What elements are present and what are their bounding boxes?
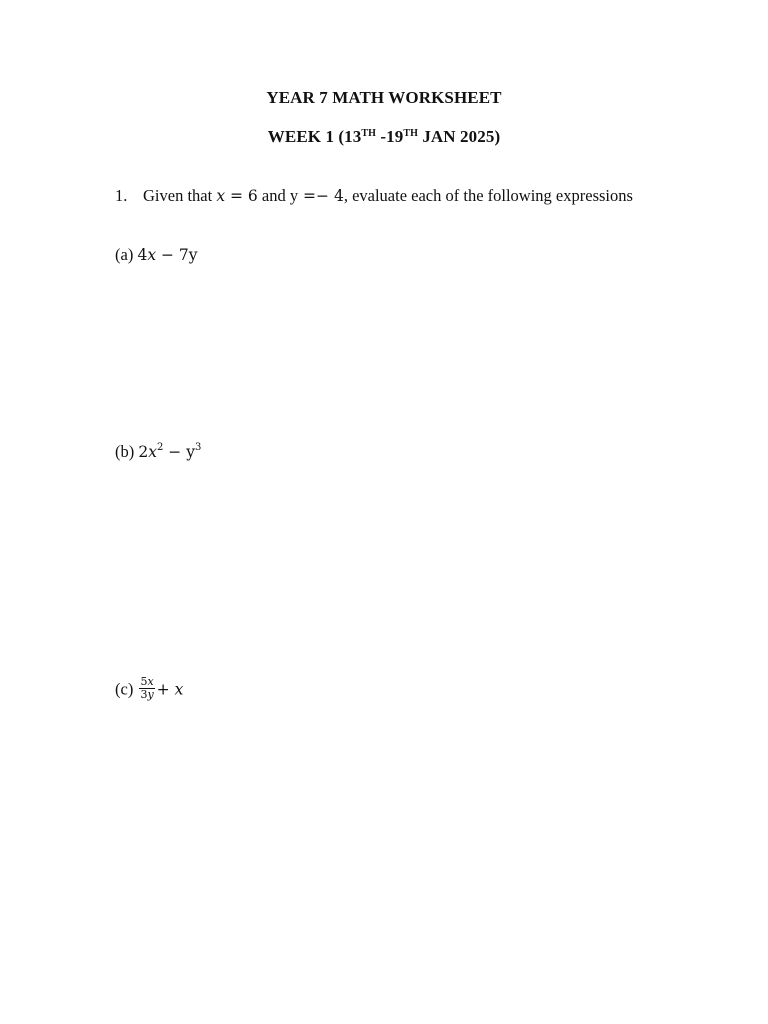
question-text	[143, 186, 663, 206]
week-suffix: JAN 2025)	[417, 127, 501, 146]
part-b-var1: x	[148, 443, 157, 461]
part-b-var2: y	[186, 443, 195, 461]
denominator-var: y	[147, 688, 154, 701]
numerator-coef: 5	[140, 675, 148, 688]
part-b-coef1: 2	[138, 443, 149, 461]
y-variable: y	[289, 186, 299, 205]
and-text: and	[257, 186, 290, 205]
part-b-operator: −	[163, 443, 187, 461]
part-c-label: (c)	[115, 679, 138, 699]
week-middle: -19	[376, 127, 404, 146]
x-value: = 6	[225, 187, 258, 205]
part-b-label: (b)	[115, 442, 139, 461]
part-a-coef2: 7	[178, 246, 189, 264]
y-value: =− 4	[298, 187, 344, 205]
week-end-suffix: TH	[403, 128, 418, 139]
worksheet-title: YEAR 7 MATH WORKSHEET	[266, 88, 502, 107]
part-c	[115, 675, 184, 703]
part-a-var1: x	[147, 246, 157, 264]
week-heading	[0, 127, 768, 147]
part-a-var2: y	[188, 246, 198, 264]
part-a-label: (a)	[115, 245, 138, 264]
part-c-fraction	[139, 676, 154, 701]
question-instruction: , evaluate each of the following expressions	[343, 186, 633, 205]
part-a	[115, 245, 198, 265]
part-b	[115, 442, 201, 462]
part-b-exponent1: 2	[157, 442, 164, 453]
denominator-coef: 3	[140, 688, 148, 701]
part-b-exponent2: 3	[194, 442, 202, 453]
numerator-var: x	[147, 675, 154, 688]
part-a-operator: −	[156, 246, 179, 264]
part-a-coef1: 4	[137, 246, 148, 264]
question-number: 1.	[115, 186, 128, 205]
part-c-operator: +	[156, 680, 175, 699]
question-intro: Given that	[143, 186, 217, 205]
week-prefix: WEEK 1 (13	[267, 127, 362, 146]
part-c-var: x	[174, 680, 184, 699]
fraction-denominator	[139, 689, 154, 701]
week-start-suffix: TH	[361, 128, 377, 139]
x-variable: x	[216, 187, 226, 205]
